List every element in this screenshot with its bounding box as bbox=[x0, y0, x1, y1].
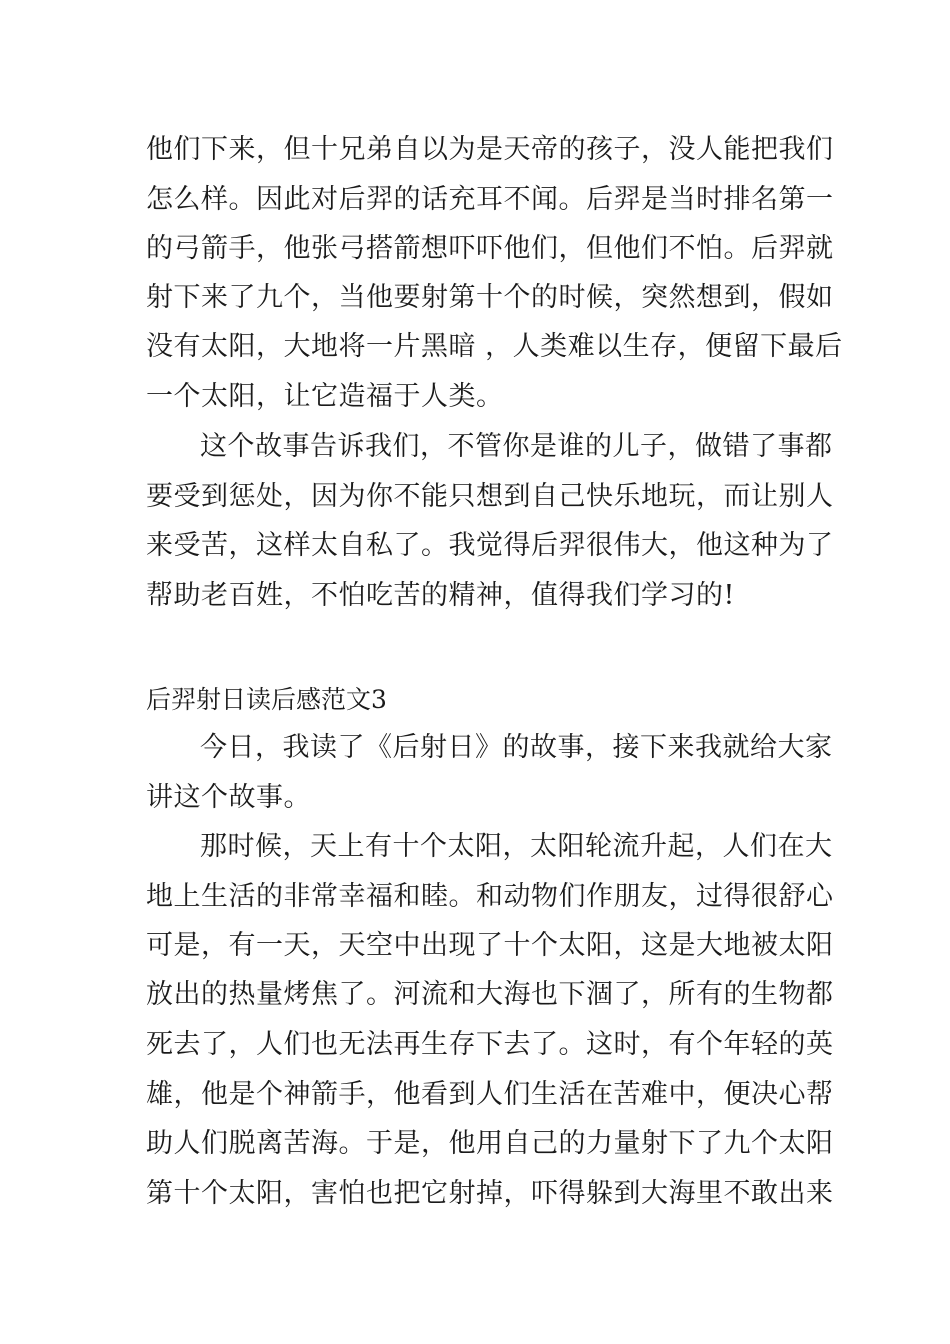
text-line: 那时候，天上有十个太阳，太阳轮流升起，人们在大 bbox=[200, 831, 833, 862]
text-line: 讲这个故事。 bbox=[146, 782, 311, 813]
text-line: 要受到惩处，因为你不能只想到自己快乐地玩，而让别人 bbox=[146, 481, 834, 512]
text-line: 第十个太阳，害怕也把它射掉，吓得躲到大海里不敢出来 bbox=[146, 1178, 834, 1209]
text-line: 这个故事告诉我们，不管你是谁的儿子，做错了事都 bbox=[200, 431, 833, 462]
text-line: 雄，他是个神箭手，他看到人们生活在苦难中，便决心帮 bbox=[146, 1079, 834, 1110]
text-line: 助人们脱离苦海。于是，他用自己的力量射下了九个太阳 bbox=[146, 1128, 834, 1159]
text-line: 可是，有一天，天空中出现了十个太阳，这是大地被太阳 bbox=[146, 930, 834, 961]
text-line: 的弓箭手，他张弓搭箭想吓吓他们，但他们不怕。后羿就 bbox=[146, 233, 834, 264]
text-line: 今日，我读了《后射日》的故事，接下来我就给大家 bbox=[200, 732, 833, 763]
text-line: 怎么样。因此对后羿的话充耳不闻。后羿是当时排名第一 bbox=[146, 184, 834, 215]
text-line: 射下来了九个，当他要射第十个的时候，突然想到，假如 bbox=[146, 282, 834, 313]
text-line: 一个太阳，让它造福于人类。 bbox=[146, 381, 504, 412]
text-line: 死去了，人们也无法再生存下去了。这时，有个年轻的英 bbox=[146, 1029, 834, 1060]
text-line: 帮助老百姓，不怕吃苦的精神，值得我们学习的! bbox=[146, 580, 735, 611]
text-line: 他们下来，但十兄弟自以为是天帝的孩子，没人能把我们 bbox=[146, 134, 834, 165]
text-line: 地上生活的非常幸福和睦。和动物们作朋友，过得很舒心 bbox=[146, 881, 834, 912]
section-heading: 后羿射日读后感范文3 bbox=[146, 685, 387, 714]
text-line: 放出的热量烤焦了。河流和大海也下涸了，所有的生物都 bbox=[146, 979, 834, 1010]
text-line: 来受苦，这样太自私了。我觉得后羿很伟大，他这种为了 bbox=[146, 530, 834, 561]
text-line: 没有太阳，大地将一片黑暗 ，人类难以生存，便留下最后 bbox=[146, 331, 843, 362]
